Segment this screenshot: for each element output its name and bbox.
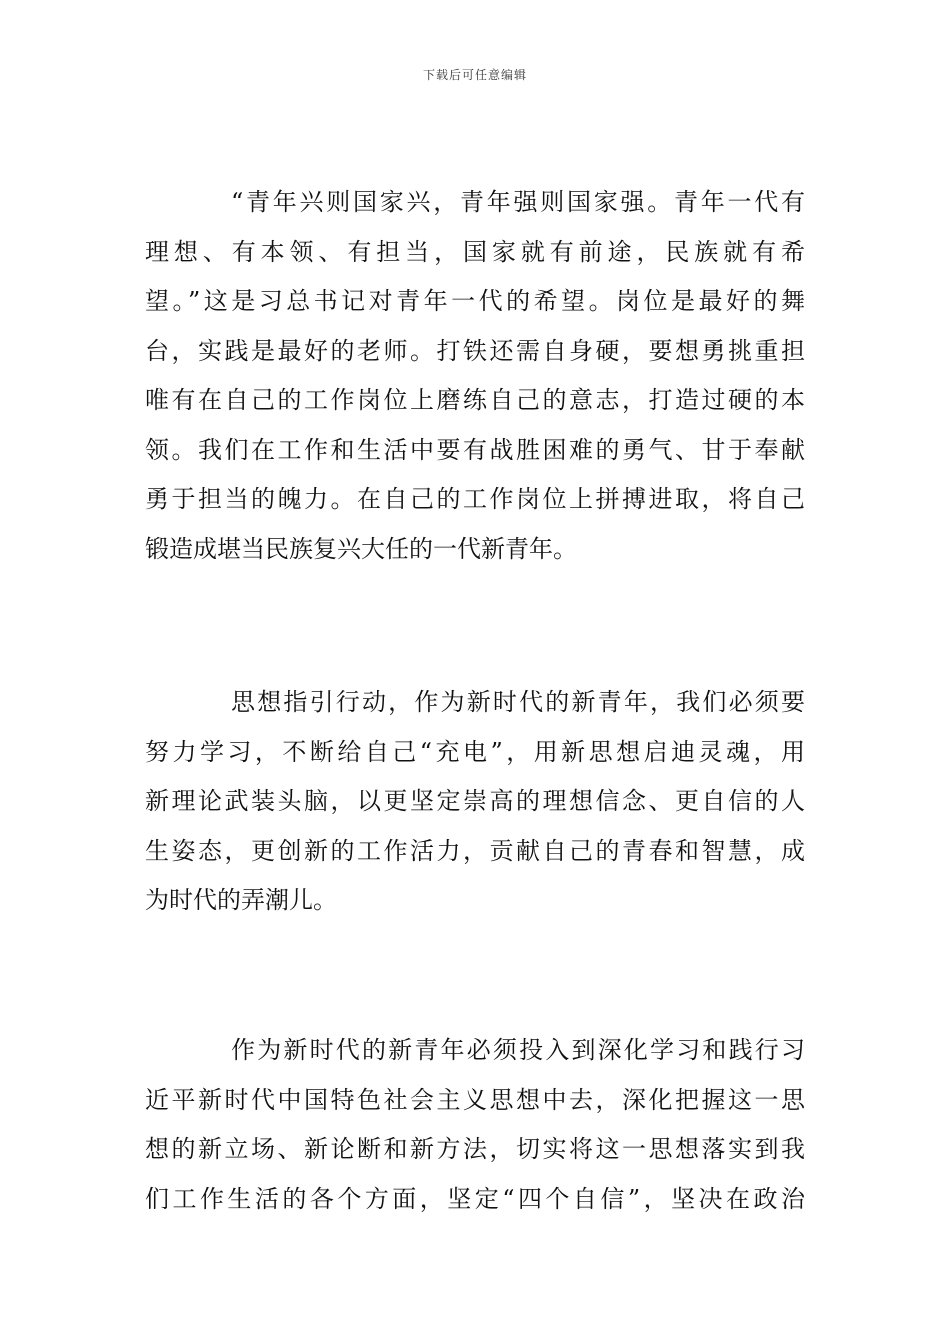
paragraph-line: 领。我们在工作和生活中要有战胜困难的勇气、甘于奉献	[145, 435, 805, 464]
paragraph-line: 想的新立场、新论断和新方法，切实将这一思想落实到我	[145, 1135, 805, 1163]
paragraph-line: 勇于担当的魄力。在自己的工作岗位上拼搏进取，将自己	[145, 485, 805, 513]
paragraph-line: 台，实践是最好的老师。打铁还需自身硬，要想勇挑重担	[145, 336, 805, 365]
page-header-note: 下载后可任意编辑	[422, 68, 527, 82]
paragraph-line: “青年兴则国家兴，青年强则国家强。青年一代有	[231, 188, 805, 216]
paragraph-line: 思想指引行动，作为新时代的新青年，我们必须要	[231, 688, 805, 716]
paragraph-line: 努力学习，不断给自己“充电”，用新思想启迪灵魂，用	[145, 737, 805, 766]
paragraph-line: 们工作生活的各个方面，坚定“四个自信”，坚决在政治	[145, 1184, 805, 1213]
paragraph-line: 理想、有本领、有担当，国家就有前途，民族就有希	[145, 237, 805, 266]
paragraph-line: 为时代的弄潮儿。	[145, 886, 337, 914]
paragraph-line: 新理论武装头脑，以更坚定崇高的理想信念、更自信的人	[145, 787, 805, 815]
paragraph-line: 望。”这是习总书记对青年一代的希望。岗位是最好的舞	[145, 287, 805, 315]
paragraph-line: 锻造成堪当民族复兴大任的一代新青年。	[145, 534, 577, 563]
paragraph-2	[145, 678, 805, 926]
paragraph-line: 近平新时代中国特色社会主义思想中去，深化把握这一思	[145, 1085, 805, 1114]
paragraph-line: 生姿态，更创新的工作活力，贡献自己的青春和智慧，成	[145, 836, 805, 865]
paragraph-3	[145, 1026, 805, 1224]
paragraph-line: 唯有在自己的工作岗位上磨练自己的意志，打造过硬的本	[145, 386, 805, 414]
paragraph-line: 作为新时代的新青年必须投入到深化学习和践行习	[231, 1036, 805, 1064]
paragraph-1	[145, 178, 805, 574]
